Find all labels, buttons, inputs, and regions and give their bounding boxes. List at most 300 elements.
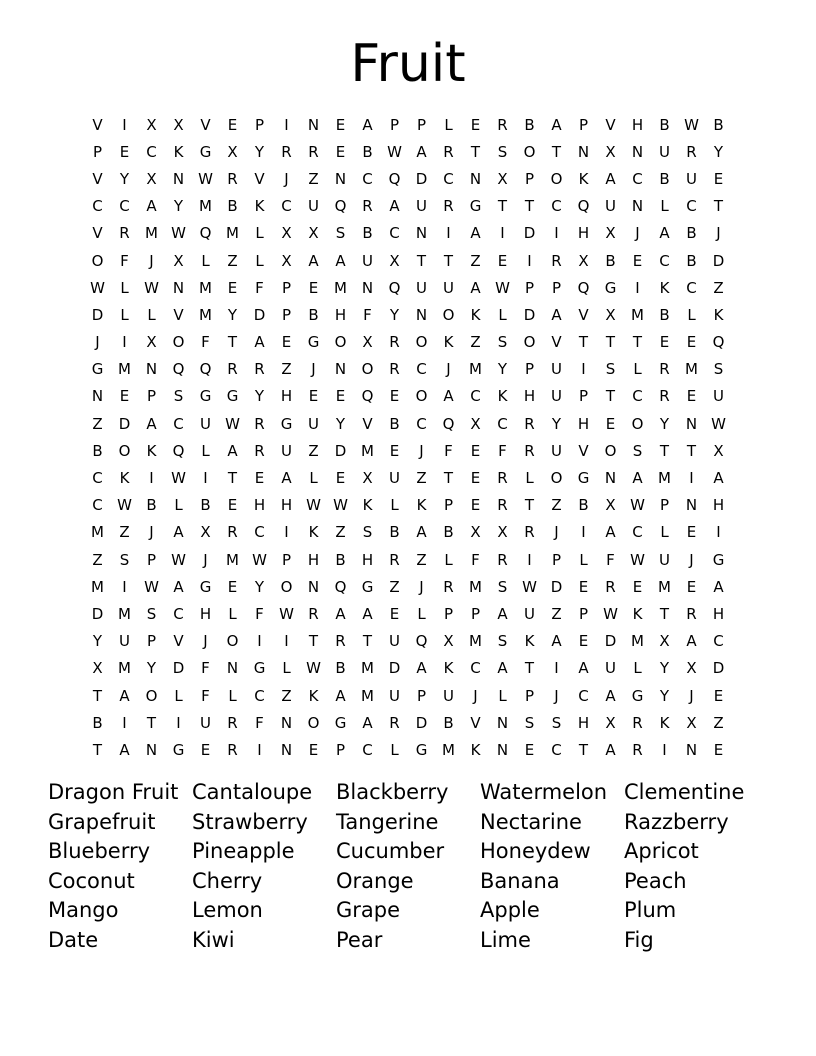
grid-letter: P — [416, 686, 427, 705]
grid-letter: R — [497, 496, 508, 515]
grid-letter: B — [686, 224, 697, 243]
grid-letter: W — [603, 604, 618, 623]
grid-letter: X — [605, 305, 616, 324]
grid-letter: X — [659, 632, 670, 651]
grid-letter: W — [711, 414, 726, 433]
grid-letter: W — [90, 278, 105, 297]
grid-letter: R — [686, 142, 697, 161]
grid-letter: C — [362, 740, 373, 759]
grid-letter: X — [470, 414, 481, 433]
grid-letter: A — [551, 632, 562, 651]
grid-letter: C — [443, 169, 454, 188]
grid-letter: E — [686, 523, 697, 542]
grid-letter: V — [200, 115, 211, 134]
grid-letter: Z — [281, 686, 292, 705]
grid-letter: K — [308, 523, 319, 542]
grid-letter: Y — [119, 169, 130, 188]
grid-letter: G — [199, 387, 212, 406]
grid-letter: C — [281, 197, 292, 216]
grid-letter: R — [227, 713, 238, 732]
grid-letter: Q — [415, 632, 428, 651]
grid-letter: A — [119, 686, 130, 705]
word-list-item: Orange — [336, 868, 414, 893]
word-list-item: Grapefruit — [48, 809, 156, 834]
grid-letter: B — [335, 659, 346, 678]
grid-letter: U — [659, 142, 670, 161]
grid-letter: W — [684, 115, 699, 134]
grid-letter: H — [253, 496, 266, 515]
grid-letter: G — [361, 577, 374, 596]
grid-letter: M — [226, 224, 239, 243]
grid-letter: K — [362, 496, 373, 515]
grid-letter: G — [280, 414, 293, 433]
grid-letter: Q — [334, 197, 347, 216]
grid-letter: Z — [713, 713, 724, 732]
grid-letter: T — [659, 604, 670, 623]
grid-letter: X — [497, 523, 508, 542]
grid-letter: K — [470, 740, 481, 759]
grid-letter: W — [144, 278, 159, 297]
grid-letter: R — [389, 713, 400, 732]
grid-letter: Z — [416, 550, 427, 569]
grid-letter: G — [712, 550, 725, 569]
grid-letter: M — [226, 550, 239, 569]
grid-letter: J — [149, 251, 154, 270]
grid-letter: I — [581, 360, 586, 379]
grid-letter: C — [119, 197, 130, 216]
grid-letter: C — [92, 197, 103, 216]
grid-letter: U — [443, 278, 454, 297]
grid-letter: L — [174, 496, 183, 515]
grid-letter: N — [604, 469, 617, 488]
grid-letter: N — [361, 278, 374, 297]
grid-letter: H — [280, 387, 293, 406]
grid-letter: W — [306, 659, 321, 678]
grid-letter: S — [497, 333, 508, 352]
grid-letter: X — [470, 523, 481, 542]
grid-letter: X — [497, 169, 508, 188]
grid-letter: K — [173, 142, 184, 161]
grid-letter: U — [551, 441, 562, 460]
grid-letter: U — [605, 197, 616, 216]
grid-letter: O — [307, 713, 320, 732]
grid-letter: R — [686, 604, 697, 623]
grid-letter: A — [713, 469, 724, 488]
grid-letter: U — [659, 550, 670, 569]
grid-letter: F — [498, 441, 507, 460]
grid-letter: N — [631, 142, 644, 161]
grid-letter: E — [227, 115, 238, 134]
grid-letter: V — [578, 441, 589, 460]
grid-letter: N — [307, 577, 320, 596]
word-list-item: Coconut — [48, 868, 135, 893]
grid-letter: C — [686, 278, 697, 297]
grid-letter: Y — [254, 142, 265, 161]
grid-letter: P — [524, 278, 535, 297]
word-list-item: Watermelon — [480, 780, 608, 804]
grid-letter: M — [658, 469, 671, 488]
grid-letter: A — [389, 197, 400, 216]
grid-letter: D — [118, 414, 131, 433]
grid-letter: N — [91, 387, 104, 406]
grid-letter: E — [578, 632, 589, 651]
grid-letter: K — [578, 169, 589, 188]
grid-letter: F — [255, 278, 264, 297]
grid-letter: E — [713, 740, 724, 759]
grid-letter: J — [716, 224, 721, 243]
grid-letter: B — [578, 496, 589, 515]
grid-letter: B — [146, 496, 157, 515]
grid-letter: C — [632, 523, 643, 542]
grid-letter: N — [226, 659, 239, 678]
grid-letter: F — [606, 550, 615, 569]
grid-letter: X — [686, 659, 697, 678]
grid-letter: C — [551, 197, 562, 216]
grid-letter: Q — [361, 387, 374, 406]
grid-letter: Q — [172, 360, 185, 379]
grid-letter: E — [308, 278, 319, 297]
grid-letter: E — [470, 469, 481, 488]
grid-letter: R — [443, 577, 454, 596]
grid-letter: T — [227, 333, 238, 352]
grid-letter: U — [308, 197, 319, 216]
grid-letter: H — [199, 604, 212, 623]
grid-letter: I — [122, 333, 127, 352]
grid-letter: N — [577, 142, 590, 161]
word-list-item: Apple — [480, 898, 540, 923]
grid-letter: H — [712, 604, 725, 623]
word-list-item: Honeydew — [480, 839, 591, 864]
grid-letter: O — [361, 360, 374, 379]
grid-letter: T — [524, 659, 535, 678]
grid-letter: I — [662, 740, 667, 759]
grid-letter: A — [173, 523, 184, 542]
grid-letter: P — [146, 632, 157, 651]
grid-letter: A — [362, 604, 373, 623]
grid-letter: Y — [497, 360, 508, 379]
grid-letter: Z — [281, 360, 292, 379]
grid-letter: R — [389, 360, 400, 379]
grid-letter: G — [172, 740, 185, 759]
grid-letter: J — [554, 523, 559, 542]
grid-letter: A — [551, 115, 562, 134]
grid-letter: K — [119, 469, 130, 488]
grid-letter: M — [469, 360, 482, 379]
grid-letter: V — [362, 414, 373, 433]
grid-letter: L — [390, 740, 399, 759]
grid-letter: B — [443, 713, 454, 732]
grid-letter: E — [713, 169, 724, 188]
grid-letter: U — [713, 387, 724, 406]
grid-letter: P — [389, 115, 400, 134]
grid-letter: Y — [389, 305, 400, 324]
grid-letter: M — [199, 197, 212, 216]
grid-letter: S — [632, 441, 643, 460]
grid-letter: R — [389, 550, 400, 569]
grid-letter: C — [92, 496, 103, 515]
grid-letter: V — [254, 169, 265, 188]
grid-letter: X — [605, 496, 616, 515]
grid-letter: J — [689, 686, 694, 705]
grid-letter: R — [443, 142, 454, 161]
grid-letter: N — [280, 740, 293, 759]
grid-letter: M — [685, 360, 698, 379]
grid-letter: X — [362, 333, 373, 352]
grid-letter: M — [199, 305, 212, 324]
grid-letter: X — [389, 251, 400, 270]
grid-letter: A — [335, 604, 346, 623]
grid-letter: N — [496, 740, 509, 759]
grid-letter: M — [199, 278, 212, 297]
grid-letter: P — [146, 387, 157, 406]
grid-letter: N — [145, 740, 158, 759]
grid-letter: X — [200, 523, 211, 542]
grid-letter: A — [605, 686, 616, 705]
grid-letter: O — [415, 333, 428, 352]
grid-letter: A — [146, 414, 157, 433]
grid-letter: A — [470, 278, 481, 297]
grid-letter: E — [578, 577, 589, 596]
grid-letter: U — [281, 441, 292, 460]
grid-letter: L — [147, 305, 156, 324]
grid-letter: C — [416, 414, 427, 433]
grid-letter: C — [254, 686, 265, 705]
grid-letter: U — [200, 414, 211, 433]
grid-letter: G — [199, 577, 212, 596]
grid-letter: M — [658, 577, 671, 596]
word-list-item: Fig — [624, 927, 654, 952]
grid-letter: J — [95, 333, 100, 352]
grid-letter: A — [659, 224, 670, 243]
grid-letter: E — [470, 441, 481, 460]
grid-letter: E — [686, 577, 697, 596]
grid-letter: A — [470, 224, 481, 243]
grid-letter: I — [581, 523, 586, 542]
grid-letter: T — [470, 142, 481, 161]
grid-letter: L — [444, 550, 453, 569]
grid-letter: S — [173, 387, 184, 406]
grid-letter: P — [524, 360, 535, 379]
grid-letter: W — [117, 496, 132, 515]
grid-letter: D — [334, 441, 347, 460]
grid-letter: N — [307, 115, 320, 134]
grid-letter: D — [91, 305, 104, 324]
word-list-item: Lime — [480, 927, 531, 952]
grid-letter: R — [254, 441, 265, 460]
grid-letter: I — [716, 523, 721, 542]
grid-letter: M — [334, 278, 347, 297]
grid-letter: J — [311, 360, 316, 379]
grid-letter: E — [686, 387, 697, 406]
grid-letter: W — [171, 550, 186, 569]
grid-letter: Z — [335, 523, 346, 542]
grid-letter: K — [416, 496, 427, 515]
grid-letter: N — [685, 414, 698, 433]
grid-letter: O — [604, 441, 617, 460]
grid-letter: B — [227, 197, 238, 216]
grid-letter: W — [630, 550, 645, 569]
grid-letter: X — [173, 115, 184, 134]
grid-letter: T — [497, 197, 508, 216]
grid-letter: L — [687, 305, 696, 324]
grid-letter: R — [632, 740, 643, 759]
grid-letter: E — [335, 115, 346, 134]
grid-letter: S — [335, 224, 346, 243]
grid-letter: Y — [227, 305, 238, 324]
grid-letter: A — [335, 251, 346, 270]
grid-letter: E — [227, 496, 238, 515]
grid-letter: Z — [551, 496, 562, 515]
grid-letter: E — [308, 387, 319, 406]
grid-letter: C — [173, 604, 184, 623]
grid-letter: A — [713, 577, 724, 596]
grid-letter: J — [203, 550, 208, 569]
grid-letter: E — [659, 333, 670, 352]
page-title: Fruit — [350, 34, 466, 94]
grid-letter: U — [416, 278, 427, 297]
grid-letter: T — [362, 632, 373, 651]
grid-letter: F — [255, 604, 264, 623]
grid-letter: N — [496, 713, 509, 732]
grid-letter: F — [120, 251, 129, 270]
grid-letter: D — [415, 713, 428, 732]
grid-letter: F — [363, 305, 372, 324]
grid-letter: D — [604, 632, 617, 651]
grid-letter: J — [419, 441, 424, 460]
grid-letter: I — [149, 469, 154, 488]
grid-letter: J — [446, 360, 451, 379]
grid-letter: O — [226, 632, 239, 651]
grid-letter: P — [281, 550, 292, 569]
grid-letter: A — [416, 142, 427, 161]
grid-letter: A — [308, 251, 319, 270]
grid-letter: P — [470, 604, 481, 623]
grid-letter: T — [524, 197, 535, 216]
grid-letter: T — [632, 333, 643, 352]
grid-letter: T — [416, 251, 427, 270]
grid-letter: D — [91, 604, 104, 623]
grid-letter: M — [631, 632, 644, 651]
grid-letter: I — [635, 278, 640, 297]
grid-letter: K — [497, 387, 508, 406]
grid-letter: L — [255, 224, 264, 243]
word-list-item: Lemon — [192, 898, 263, 923]
grid-letter: B — [605, 251, 616, 270]
grid-letter: E — [497, 251, 508, 270]
grid-letter: L — [660, 523, 669, 542]
grid-letter: U — [524, 604, 535, 623]
grid-letter: D — [712, 659, 725, 678]
grid-letter: Q — [712, 333, 725, 352]
grid-letter: X — [146, 169, 157, 188]
grid-letter: A — [416, 659, 427, 678]
grid-letter: H — [334, 305, 347, 324]
grid-letter: T — [686, 441, 697, 460]
grid-letter: C — [686, 197, 697, 216]
grid-letter: L — [660, 197, 669, 216]
grid-letter: B — [200, 496, 211, 515]
grid-letter: L — [282, 659, 291, 678]
grid-letter: A — [227, 441, 238, 460]
word-list-item: Razzberry — [624, 809, 729, 834]
grid-letter: T — [605, 333, 616, 352]
grid-letter: E — [335, 387, 346, 406]
grid-letter: N — [172, 278, 185, 297]
grid-letter: G — [199, 142, 212, 161]
grid-letter: H — [523, 387, 536, 406]
grid-letter: T — [524, 496, 535, 515]
grid-letter: F — [444, 441, 453, 460]
word-list-item: Date — [48, 927, 99, 952]
grid-letter: Q — [577, 197, 590, 216]
grid-letter: A — [362, 713, 373, 732]
grid-letter: K — [443, 333, 454, 352]
grid-letter: I — [527, 251, 532, 270]
grid-letter: P — [578, 604, 589, 623]
grid-letter: N — [631, 197, 644, 216]
grid-letter: R — [227, 740, 238, 759]
grid-letter: H — [577, 713, 590, 732]
grid-letter: G — [604, 278, 617, 297]
grid-letter: X — [605, 224, 616, 243]
grid-letter: P — [416, 115, 427, 134]
grid-letter: W — [495, 278, 510, 297]
grid-letter: A — [254, 333, 265, 352]
grid-letter: K — [632, 604, 643, 623]
grid-letter: M — [118, 604, 131, 623]
grid-letter: L — [201, 441, 210, 460]
grid-letter: B — [92, 713, 103, 732]
grid-letter: J — [635, 224, 640, 243]
grid-letter: Z — [389, 577, 400, 596]
grid-letter: I — [257, 740, 262, 759]
grid-letter: P — [524, 169, 535, 188]
grid-letter: D — [415, 169, 428, 188]
grid-letter: T — [551, 142, 562, 161]
grid-letter: W — [630, 496, 645, 515]
grid-letter: P — [443, 496, 454, 515]
grid-letter: M — [361, 659, 374, 678]
grid-letter: K — [470, 305, 481, 324]
grid-letter: T — [308, 632, 319, 651]
grid-letter: J — [689, 550, 694, 569]
grid-letter: B — [443, 523, 454, 542]
grid-letter: W — [252, 550, 267, 569]
grid-letter: J — [554, 686, 559, 705]
word-list-item: Tangerine — [336, 809, 439, 834]
grid-letter: G — [631, 686, 644, 705]
grid-letter: Y — [173, 197, 184, 216]
grid-letter: Y — [146, 659, 157, 678]
grid-letter: P — [551, 278, 562, 297]
grid-letter: I — [446, 224, 451, 243]
grid-letter: Q — [172, 441, 185, 460]
grid-letter: B — [389, 523, 400, 542]
grid-letter: S — [497, 577, 508, 596]
grid-letter: A — [632, 469, 643, 488]
grid-letter: L — [309, 469, 318, 488]
grid-letter: T — [713, 197, 724, 216]
grid-letter: C — [389, 224, 400, 243]
grid-letter: S — [605, 360, 616, 379]
grid-letter: R — [524, 414, 535, 433]
grid-letter: R — [389, 333, 400, 352]
grid-letter: E — [470, 115, 481, 134]
grid-letter: N — [280, 713, 293, 732]
grid-letter: A — [335, 686, 346, 705]
grid-letter: B — [308, 305, 319, 324]
grid-letter: A — [173, 577, 184, 596]
